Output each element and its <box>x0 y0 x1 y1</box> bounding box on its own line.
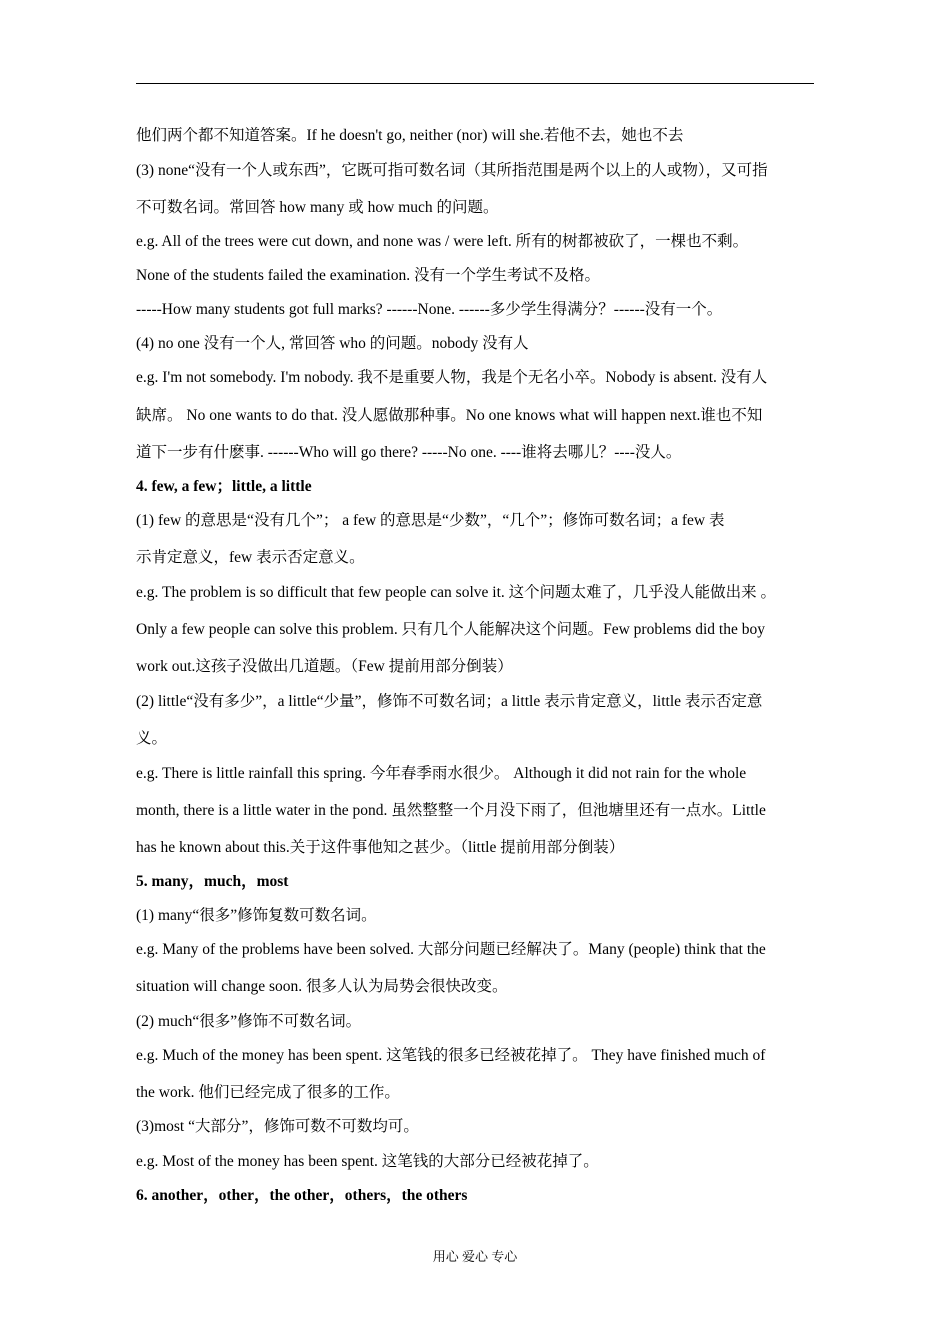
text-line: e.g. All of the trees were cut down, and none was / were left. 所有的树都被砍了，一棵也不剩。 <box>136 233 749 250</box>
text-line: 义。 <box>136 730 168 747</box>
text-line: has he known about this.关于这件事他知之甚少。（little 提前用部分倒装） <box>136 839 625 856</box>
text-line: 道下一步有什麽事. ------Who will go there? -----No one. ----谁将去哪儿？----没人。 <box>136 444 682 461</box>
text-line: (1) few 的意思是“没有几个”； a few 的意思是“少数”，“几个”；修饰可数名词；a few 表 <box>136 512 725 529</box>
text-line: (3)most “大部分”，修饰可数不可数均可。 <box>136 1118 419 1135</box>
text-line: situation will change soon. 很多人认为局势会很快改变。 <box>136 978 508 995</box>
header-rule <box>136 83 814 84</box>
text-line: -----How many students got full marks? ------None. ------多少学生得满分？------没有一个。 <box>136 301 723 318</box>
text-line: the work. 他们已经完成了很多的工作。 <box>136 1084 400 1101</box>
section-heading: 4. few, a few；little, a little <box>136 478 312 495</box>
text-line: (2) much“很多”修饰不可数名词。 <box>136 1013 362 1030</box>
text-line: (3) none“没有一个人或东西”，它既可指可数名词（其所指范围是两个以上的人或物），又可指 <box>136 162 768 179</box>
text-line: Only a few people can solve this problem. 只有几个人能解决这个问题。Few problems did the boy <box>136 621 765 638</box>
text-line: work out.这孩子没做出几道题。（Few 提前用部分倒装） <box>136 658 513 675</box>
text-line: e.g. Most of the money has been spent. 这笔钱的大部分已经被花掉了。 <box>136 1153 599 1170</box>
text-line: 示肯定意义，few 表示否定意义。 <box>136 549 365 566</box>
page-footer: 用心 爱心 专心 <box>432 1249 518 1264</box>
text-line: e.g. Much of the money has been spent. 这笔钱的很多已经被花掉了。 They have finished much of <box>136 1047 766 1064</box>
text-line: None of the students failed the examination. 没有一个学生考试不及格。 <box>136 267 601 284</box>
text-line: (1) many“很多”修饰复数可数名词。 <box>136 907 377 924</box>
text-line: month, there is a little water in the pond. 虽然整整一个月没下雨了，但池塘里还有一点水。Little <box>136 802 766 819</box>
text-line: e.g. Many of the problems have been solved. 大部分问题已经解决了。Many (people) think that the <box>136 941 766 958</box>
section-heading: 6. another，other，the other，others，the others <box>136 1187 468 1204</box>
text-line: e.g. I'm not somebody. I'm nobody. 我不是重要人物，我是个无名小卒。Nobody is absent. 没有人 <box>136 369 768 386</box>
text-line: 不可数名词。常回答 how many 或 how much 的问题。 <box>136 199 499 216</box>
text-line: e.g. The problem is so difficult that few people can solve it. 这个问题太难了，几乎没人能做出来 。 <box>136 584 777 601</box>
text-line: 他们两个都不知道答案。If he doesn't go, neither (nor) will she.若他不去，她也不去 <box>136 127 684 144</box>
text-line: (4) no one 没有一个人, 常回答 who 的问题。nobody 没有人 <box>136 335 529 352</box>
section-heading: 5. many，much，most <box>136 873 289 890</box>
text-line: 缺席。 No one wants to do that. 没人愿做那种事。No one knows what will happen next.谁也不知 <box>136 407 763 424</box>
text-line: (2) little“没有多少”，a little“少量”，修饰不可数名词；a little 表示肯定意义，little 表示否定意 <box>136 693 763 710</box>
text-line: e.g. There is little rainfall this spring. 今年春季雨水很少。 Although it did not rain for the whole <box>136 765 747 782</box>
